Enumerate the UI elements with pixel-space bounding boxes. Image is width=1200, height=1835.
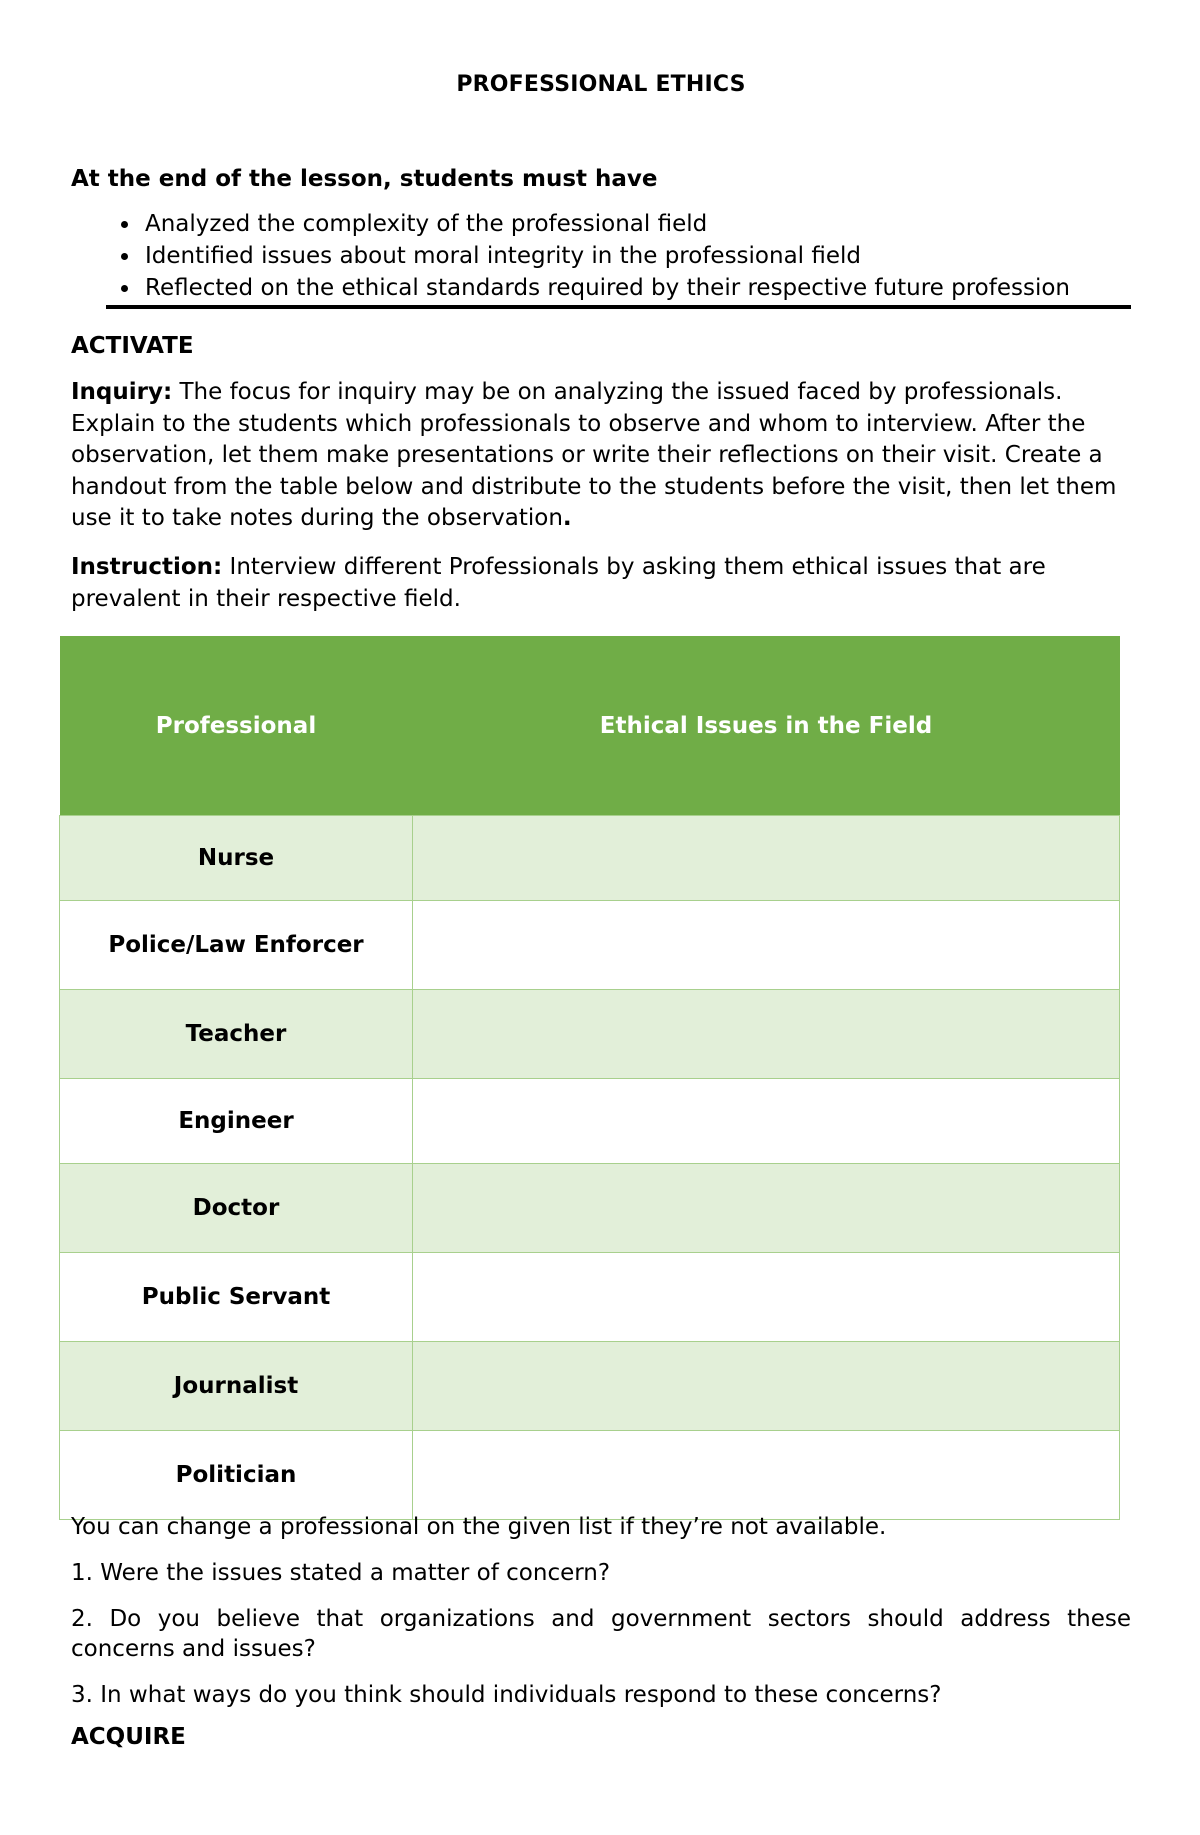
objective-item: • Reflected on the ethical standards required by their respective future profession bbox=[141, 272, 1171, 304]
table-row bbox=[60, 1342, 1120, 1431]
professional-cell: Doctor bbox=[60, 1164, 413, 1253]
inquiry-paragraph bbox=[71, 377, 1131, 535]
table-row bbox=[60, 816, 1120, 901]
acquire-heading: ACQUIRE bbox=[71, 1724, 186, 1750]
section-divider bbox=[106, 305, 1131, 309]
inquiry-text: The focus for inquiry may be on analyzing the issued faced by professionals. Explain to the students which professionals to observe and whom to interview. After the observation, let them make presentations or write their reflections on their visit. Create a handout from the table below and distribute to the students before the visit, then let them use it to take notes during the observation bbox=[71, 379, 1117, 531]
activate-heading: ACTIVATE bbox=[71, 333, 194, 359]
issues-cell[interactable] bbox=[413, 990, 1120, 1079]
professional-cell: Teacher bbox=[60, 990, 413, 1079]
table-row bbox=[60, 1079, 1120, 1164]
table-row bbox=[60, 1164, 1120, 1253]
instruction-label: Instruction: bbox=[71, 554, 223, 580]
issues-cell[interactable] bbox=[413, 1342, 1120, 1431]
instruction-paragraph bbox=[71, 552, 1131, 615]
table-row bbox=[60, 901, 1120, 990]
issues-cell[interactable] bbox=[413, 901, 1120, 990]
header-ethical-issues: Ethical Issues in the Field bbox=[413, 636, 1120, 816]
professional-cell: Politician bbox=[60, 1431, 413, 1520]
objectives-list bbox=[105, 208, 1171, 304]
instruction-text: Interview different Professionals by asking them ethical issues that are prevalent in their respective field. bbox=[71, 554, 1046, 612]
professional-cell: Police/Law Enforcer bbox=[60, 901, 413, 990]
table-note: You can change a professional on the given list if they’re not available. bbox=[71, 1514, 887, 1540]
inquiry-label: Inquiry: bbox=[71, 379, 173, 405]
issues-cell[interactable] bbox=[413, 816, 1120, 901]
objective-item: • Identified issues about moral integrity in the professional field bbox=[141, 240, 1171, 272]
professional-cell: Public Servant bbox=[60, 1253, 413, 1342]
professionals-table bbox=[59, 636, 1120, 1520]
professional-cell: Nurse bbox=[60, 816, 413, 901]
objectives-heading: At the end of the lesson, students must have bbox=[71, 166, 658, 192]
professional-cell: Journalist bbox=[60, 1342, 413, 1431]
header-professional: Professional bbox=[60, 636, 413, 816]
issues-cell[interactable] bbox=[413, 1253, 1120, 1342]
question-item: 1. Were the issues stated a matter of concern? bbox=[71, 1560, 611, 1586]
inquiry-end: . bbox=[562, 505, 572, 531]
question-item: 2. Do you believe that organizations and government sectors should address these concerns and issues? bbox=[71, 1606, 1131, 1662]
issues-cell[interactable] bbox=[413, 1431, 1120, 1520]
table-row bbox=[60, 1431, 1120, 1520]
objective-item: • Analyzed the complexity of the professional field bbox=[141, 208, 1171, 240]
issues-cell[interactable] bbox=[413, 1079, 1120, 1164]
table-row bbox=[60, 1253, 1120, 1342]
professional-cell: Engineer bbox=[60, 1079, 413, 1164]
table-row bbox=[60, 990, 1120, 1079]
table-header-row bbox=[60, 636, 1120, 816]
question-item: 3. In what ways do you think should individuals respond to these concerns? bbox=[71, 1682, 942, 1708]
issues-cell[interactable] bbox=[413, 1164, 1120, 1253]
page-title: PROFESSIONAL ETHICS bbox=[456, 72, 746, 97]
